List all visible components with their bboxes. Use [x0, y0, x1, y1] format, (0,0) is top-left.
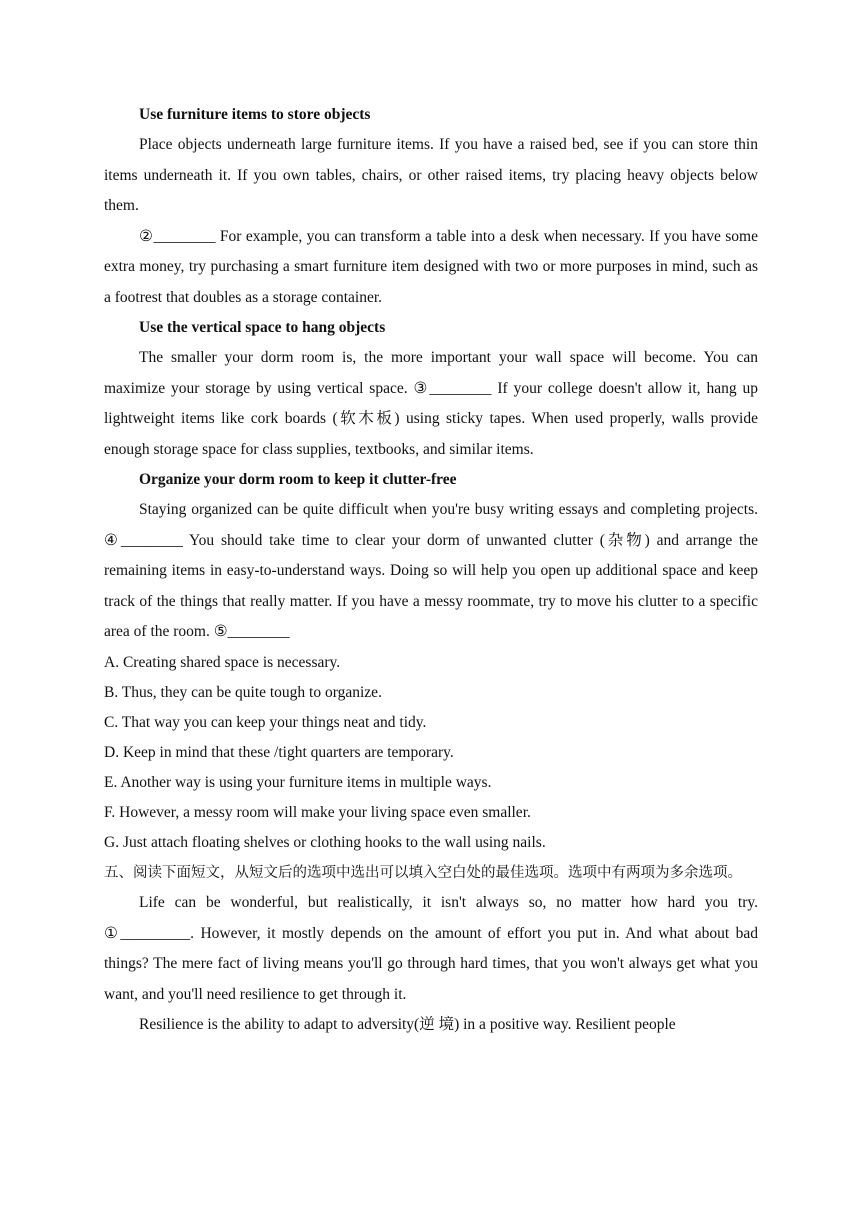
option-d: D. Keep in mind that these /tight quarters are temporary. — [104, 743, 454, 761]
option-g: G. Just attach floating shelves or clothing hooks to the wall using nails. — [104, 833, 546, 851]
option-f: F. However, a messy room will make your living space even smaller. — [104, 803, 531, 821]
paragraph-life-wonderful: Life can be wonderful, but realistically, it isn't always so, no matter how hard you try. ①_________. However, it mostly depends on the amount of effort you put in. And what about bad things? The mere fact of living means you'll go through hard times, that you won't always get what you want, and you'll need resilience to get through it. — [104, 894, 758, 1003]
paragraph-underneath-furniture: Place objects underneath large furniture items. If you have a raised bed, see if you can store thin items underneath it. If you own tables, chairs, or other raised items, try placing heavy objects below them. — [104, 136, 758, 214]
section-heading-vertical-space: Use the vertical space to hang objects — [139, 319, 386, 336]
section-heading-store-objects: Use furniture items to store objects — [139, 106, 371, 123]
paragraph-blank-4-5: Staying organized can be quite difficult when you're busy writing essays and completing projects. ④________ You should take time to clear your dorm of unwanted clutter (杂物) and arrange the remaining items in easy-to-understand ways. Doing so will help you open up additional space and keep track of the things that really matter. If you have a messy roommate, try to move his clutter to a specific area of the room. ⑤________ — [104, 501, 758, 640]
paragraph-blank-2: ②________ For example, you can transform a table into a desk when necessary. If you have some extra money, try purchasing a smart furniture item designed with two or more purposes in mind, such as a footrest that doubles as a storage container. — [104, 227, 758, 306]
option-c: C. That way you can keep your things neat and tidy. — [104, 713, 427, 731]
option-e: E. Another way is using your furniture items in multiple ways. — [104, 773, 492, 791]
options-list — [104, 648, 758, 858]
paragraph-blank-3: The smaller your dorm room is, the more important your wall space will become. You can maximize your storage by using vertical space. ③________ If your college doesn't allow it, hang up lightweight items like cork boards (软木板) using sticky tapes. When used properly, walls provide enough storage space for class supplies, textbooks, and similar items. — [104, 349, 758, 458]
section-heading-clutter-free: Organize your dorm room to keep it clutter-free — [139, 471, 457, 488]
document-page — [104, 100, 758, 1041]
exercise-instructions: 五、阅读下面短文，从短文后的选项中选出可以填入空白处的最佳选项。选项中有两项为多余选项。 — [104, 864, 742, 881]
option-a: A. Creating shared space is necessary. — [104, 653, 341, 671]
option-b: B. Thus, they can be quite tough to organize. — [104, 683, 382, 701]
paragraph-resilience: Resilience is the ability to adapt to adversity(逆 境) in a positive way. Resilient people — [139, 1016, 676, 1033]
